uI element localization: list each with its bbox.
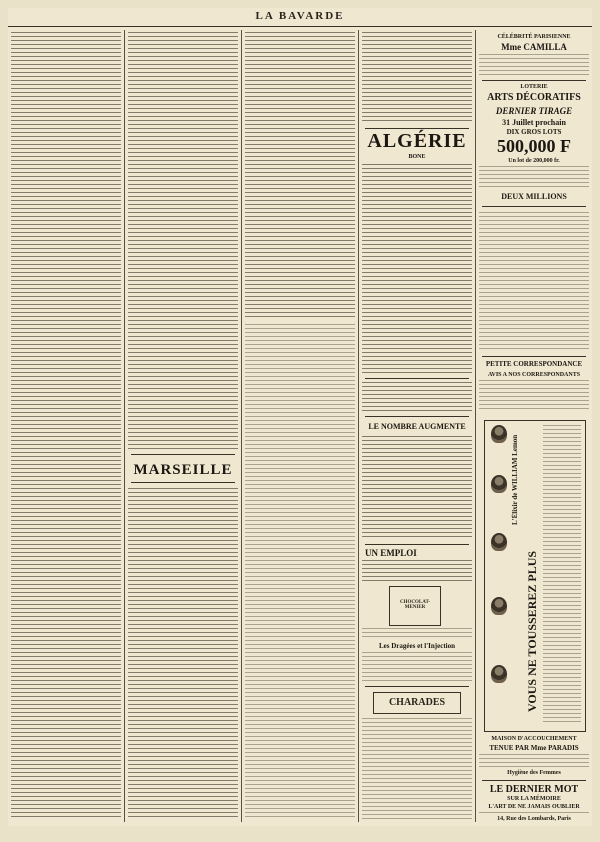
divider <box>365 128 469 129</box>
dernier-mot-heading: LE DERNIER MOT <box>489 784 579 795</box>
masthead-title: LA BAVARDE <box>255 10 345 22</box>
article-text <box>479 54 589 76</box>
article-text <box>362 652 472 682</box>
column-3 <box>242 30 359 822</box>
chocolat-menier-ad <box>389 586 441 626</box>
avis-correspondants: AVIS A NOS CORRESPONDANTS <box>487 372 581 378</box>
celebrite-label: CÉLÉBRITÉ PARISIENNE <box>497 34 571 40</box>
article-text <box>362 382 472 412</box>
newspaper-page <box>8 8 592 826</box>
divider <box>365 378 469 379</box>
column-1 <box>8 30 125 822</box>
emploi-heading: UN EMPLOI <box>365 548 417 558</box>
dernier-mot-sub: SUR LA MÉMOIRE <box>507 796 561 802</box>
portrait-icon <box>491 597 507 615</box>
divider <box>131 454 235 455</box>
article-text <box>362 628 472 640</box>
portrait-icon <box>491 425 507 443</box>
portrait-icon <box>491 665 507 683</box>
nombre-heading: LE NOMBRE AUGMENTE <box>368 422 466 431</box>
divider <box>365 544 469 545</box>
hygiene-heading: Hygiène des Femmes <box>507 770 561 776</box>
oublier-heading: L'ART DE NE JAMAIS OUBLIER <box>488 804 580 810</box>
divider <box>482 356 586 357</box>
article-text <box>362 718 472 820</box>
article-text <box>128 488 238 820</box>
gros-lot-amount: 500,000 F <box>497 136 571 156</box>
algerie-heading: ALGÉRIE <box>367 130 467 152</box>
divider <box>482 780 586 781</box>
article-text <box>362 436 472 540</box>
lot-200: Un lot de 200,000 fr. <box>508 158 560 164</box>
juillet-date: 31 Juillet prochain <box>502 118 566 127</box>
charades-heading: CHARADES <box>388 697 446 708</box>
charades-box <box>373 692 461 714</box>
dix-gros-lots: DIX GROS LOTS <box>506 128 562 136</box>
marseille-heading: MARSEILLE <box>133 462 233 478</box>
tousserez-vertical: VOUS NE TOUSSEREZ PLUS <box>525 550 539 712</box>
column-4 <box>359 30 476 822</box>
column-2 <box>125 30 242 822</box>
divider <box>482 206 586 207</box>
portrait-icon <box>491 475 507 493</box>
medical-ad-panel <box>484 420 586 732</box>
algerie-subheading: BONE <box>408 154 426 160</box>
elixir-vertical: L'Élixir de WILLIAM Lemon <box>511 434 519 526</box>
article-text <box>362 32 472 124</box>
dragees-heading: Les Dragées et l'Injection <box>378 642 455 650</box>
petite-correspondance: PETITE CORRESPONDANCE <box>485 360 583 368</box>
article-text <box>362 164 472 374</box>
pharmacie-address: 14, Rue des Lombards, Paris <box>497 816 571 822</box>
masthead <box>8 8 592 27</box>
article-text <box>479 380 589 412</box>
arts-decoratifs: ARTS DÉCORATIFS <box>487 92 581 103</box>
deux-millions: DEUX MILLIONS <box>501 192 567 201</box>
divider <box>365 416 469 417</box>
article-text <box>479 166 589 190</box>
portrait-icon <box>491 533 507 551</box>
divider <box>131 482 235 483</box>
article-text <box>479 212 589 352</box>
article-text <box>245 32 355 320</box>
loterie-label: LOTERIE <box>520 84 548 90</box>
divider <box>482 80 586 81</box>
maison-heading: MAISON D'ACCOUCHEMENT <box>491 736 577 742</box>
article-text <box>11 32 121 820</box>
divider <box>365 686 469 687</box>
article-text <box>479 754 589 768</box>
ad-text <box>543 425 581 725</box>
camilla-name: Mme CAMILLA <box>501 42 567 52</box>
article-text <box>245 324 355 820</box>
dernier-tirage: DERNIER TIRAGE <box>495 106 573 116</box>
column-5 <box>476 30 592 822</box>
paradis-heading: TENUE PAR Mme PARADIS <box>489 744 579 752</box>
article-text <box>362 560 472 582</box>
article-text <box>128 32 238 450</box>
chocolat-label: CHOCOLAT-MENIER <box>399 600 430 610</box>
